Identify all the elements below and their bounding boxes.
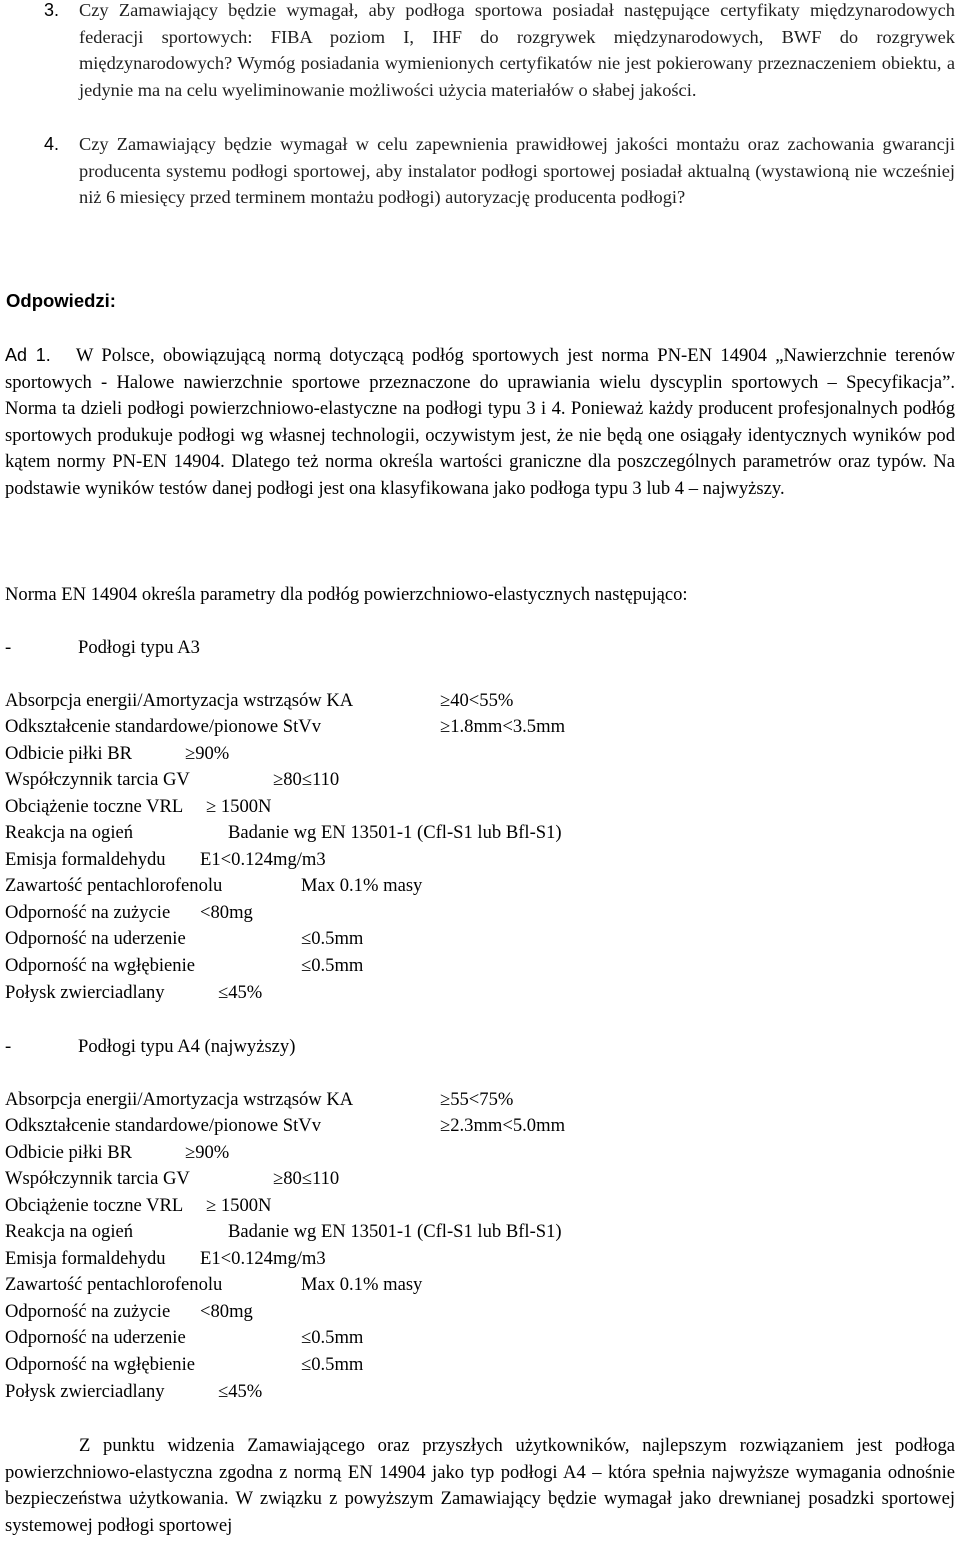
type-a3-title: Podłogi typu A3 — [78, 637, 200, 658]
type-a3-dash: - — [5, 637, 12, 658]
question-3-number: 3. — [44, 0, 60, 20]
type-a4-title: Podłogi typu A4 (najwyższy) — [78, 1036, 296, 1057]
document-page: 3. Czy Zamawiający będzie wymagał, aby podłoga sportowa posiadał następujące certyfikaty międzynarodowych federacji sportowych: FIBA poziom I, IHF do rozgrywek międzynarodowych, BWF do rozgrywek międzynarodowych? Wymóg posiadania wymienionych certyfikatów nie jest pokierowany przeznaczeniem obiektu, a jedynie ma na celu wyeliminowanie możliwości użycia materiałów o słabej jakości. 4. Czy Zamawiający będzie wymagał w celu zapewnienia prawidłowej jakości montażu oraz zachowania gwarancji producenta systemu podłogi sportowej, aby instalator podłogi sportowej posiadał aktualną (wystawioną nie wcześniej niż 6 miesięcy przed terminem montażu podłogi) autoryzację producenta podłogi? Odpowiedzi: Ad 1. W Polsce, obowiązującą normą dotyczącą podłóg sportowych jest norma PN-EN 14904 „Nawierzchnie terenów sportowych - Halowe nawierzchnie sportowe przeznaczone do uprawiania wielu dyscyplin sportowych – Specyfikacja”. Norma ta dzieli podłogi powierzchniowo-elastyczne na podłogi typu 3 i 4. Ponieważ każdy producent profesjonalnych podłóg sportowych produkuje podłogi wg własnej technologii, oczywistym jest, że nie będą one osiągały identycznych wyników pod kątem normy PN-EN 14904. Dlatego też norma określa wartości graniczne dla poszczególnych parametrów oraz typów. Na podstawie wyników testów danej podłogi jest ona klasyfikowana jako podłoga typu 3 lub 4 – najwyższy. Norma EN 14904 określa parametry dla podłóg powierzchniowo-elastycznych następująco: - Podłogi typu A3 Absorpcja energii/Amortyzacja wstrząsów KA ≥40<55% Odkształcenie standardowe/pionowe StVv ≥1.8mm<3.5mm Odbicie piłki BR ≥90% Współczynnik tarcia GV ≥80≤110 Obciążenie toczne VRL ≥ 1500N Reakcja na ogień Badanie wg EN 13501-1 (Cfl-S1 lub Bfl-S1) Emisja formaldehydu E1<0.124mg/m3 Zawartość pentachlorofenolu Max 0.1% masy Odporność na zużycie <80mg Odporność na uderzenie ≤0.5mm Odporność na wgłębienie ≤0.5mm Połysk zwierciadlany ≤45% - Podłogi typu A4 (najwyższy) Absorpcja energii/Amortyzacja wstrząsów KA ≥55<75% Odkształcenie standardowe/pionowe StVv ≥2.3mm<5.0mm Odbicie piłki BR ≥90% Współczynnik tarcia GV ≥80≤110 Obciążenie toczne VRL ≥ 1500N Reakcja na ogień Badanie wg EN 13501-1 (Cfl-S1 lub Bfl-S1) Emisja formaldehydu E1<0.124mg/m3 Zawartość pentachlorofenolu Max 0.1% masy Odporność na zużycie <80mg Odporność na uderzenie ≤0.5mm Odporność na wgłębienie ≤0.5mm Połysk zwierciadlany ≤45% Z punktu widzenia Zamawiającego oraz przyszłych użytkowników, najlepszym rozwiązaniem jest podłoga powierzchniowo-elastyczna zgodna z normą EN 14904 jako typ podłogi A4 – która spełnia najwyższe wymagania odnośnie bezpieczeństwa użytkowania. W związku z powyższym Zamawiający będzie wymagał jako drewnianej posadzki sportowej systemowej podłogi sportowej — [0, 0, 960, 1541]
norm-intro: Norma EN 14904 określa parametry dla podłóg powierzchniowo-elastycznych następująco: — [5, 584, 688, 605]
answer-1-label: Ad 1. — [5, 345, 51, 365]
question-4-text: Czy Zamawiający będzie wymagał w celu zapewnienia prawidłowej jakości montażu oraz zachowania gwarancji producenta systemu podłogi sportowej, aby instalator podłogi sportowej posiadał aktualną (wystawioną nie wcześniej niż 6 miesięcy przed terminem montażu podłogi) autoryzację producenta podłogi? — [79, 134, 955, 208]
answers-heading: Odpowiedzi: — [6, 290, 116, 311]
type-a4-heading — [5, 1034, 295, 1060]
answer-1-paragraph — [5, 342, 955, 503]
question-4-number: 4. — [44, 134, 60, 154]
type-a4-dash: - — [5, 1036, 12, 1057]
type-a3-heading — [5, 635, 200, 661]
conclusion-text: Z punktu widzenia Zamawiającego oraz przyszłych użytkowników, najlepszym rozwiązaniem jest podłoga powierzchniowo-elastyczna zgodna z normą EN 14904 jako typ podłogi A4 – która spełnia najwyższe wymagania odnośnie bezpieczeństwa użytkowania. W związku z powyższym Zamawiający będzie wymagał jako drewnianej posadzki sportowej systemowej podłogi sportowej — [5, 1435, 955, 1536]
question-3-text: Czy Zamawiający będzie wymagał, aby podłoga sportowa posiadał następujące certyfikaty międzynarodowych federacji sportowych: FIBA poziom I, IHF do rozgrywek międzynarodowych, BWF do rozgrywek międzynarodowych? Wymóg posiadania wymienionych certyfikatów nie jest pokierowany przeznaczeniem obiektu, a jedynie ma na celu wyeliminowanie możliwości użycia materiałów o słabej jakości. — [79, 0, 955, 100]
answer-1-text: W Polsce, obowiązującą normą dotyczącą podłóg sportowych jest norma PN-EN 14904 „Nawierzchnie terenów sportowych - Halowe nawierzchnie sportowe przeznaczone do uprawiania wielu dyscyplin sportowych – Specyfikacja”. Norma ta dzieli podłogi powierzchniowo-elastyczne na podłogi typu 3 i 4. Ponieważ każdy producent profesjonalnych podłóg sportowych produkuje podłogi wg własnej technologii, oczywistym jest, że nie będą one osiągały identycznych wyników pod kątem normy PN-EN 14904. Dlatego też norma określa wartości graniczne dla poszczególnych parametrów oraz typów. Na podstawie wyników testów danej podłogi jest ona klasyfikowana jako podłoga typu 3 lub 4 – najwyższy. — [5, 345, 955, 499]
conclusion-paragraph — [5, 1433, 955, 1539]
